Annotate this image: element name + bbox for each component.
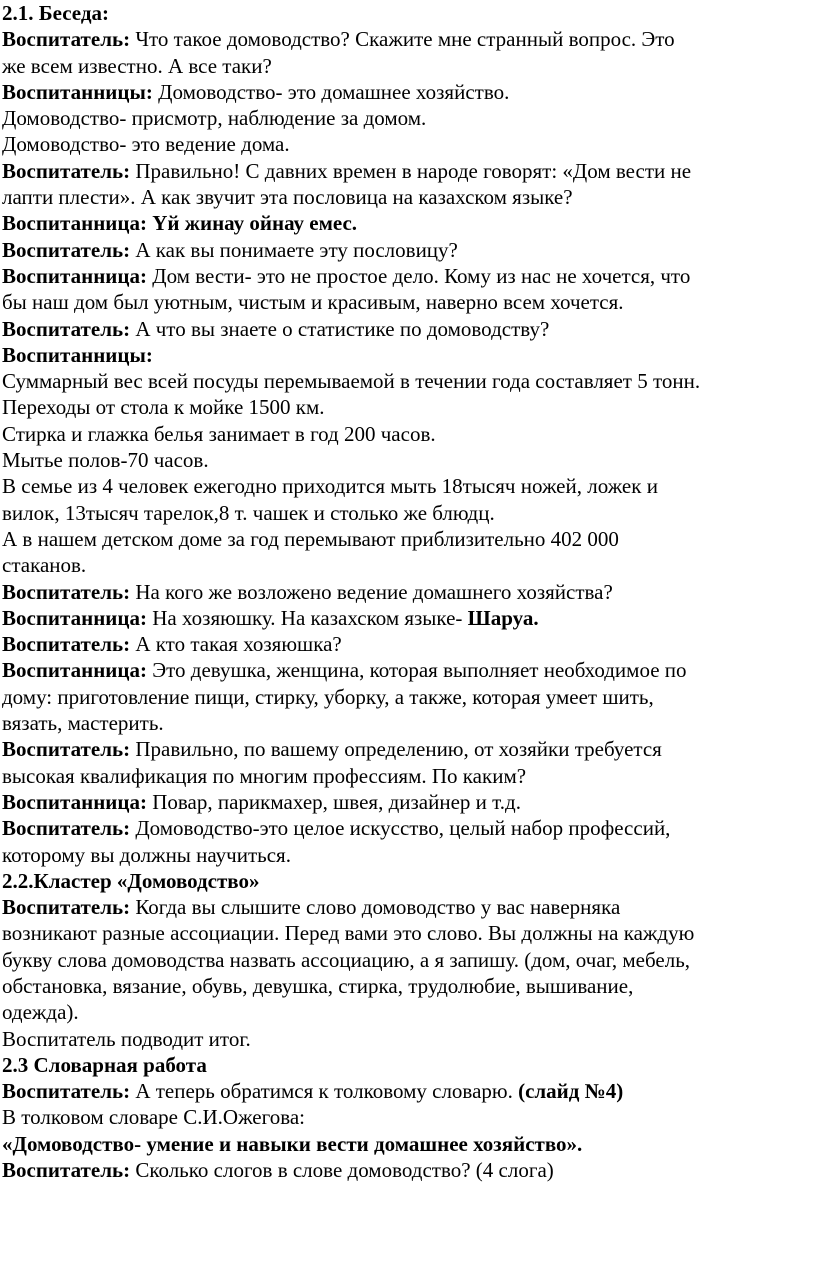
text-line	[2, 394, 812, 420]
text-line	[2, 657, 812, 683]
text-run: же всем известно. А все таки?	[2, 53, 272, 78]
text-line	[2, 815, 812, 841]
bold-run: Воспитатель:	[2, 158, 131, 183]
text-line	[2, 631, 812, 657]
text-line	[2, 552, 812, 578]
text-line	[2, 131, 812, 157]
bold-run: Воспитанница:	[2, 658, 147, 683]
text-run: букву слова домоводства назвать ассоциацию, а я запишу. (дом, очаг, мебель,	[2, 947, 691, 972]
text-run: вилок, 13тысяч тарелок,8 т. чашек и столько же блюдц.	[2, 500, 495, 525]
text-run: А теперь обратимся к толковому словарю.	[130, 1079, 519, 1104]
text-line	[2, 1026, 812, 1052]
text-line	[2, 1078, 812, 1104]
text-line	[2, 526, 812, 552]
text-line	[2, 0, 812, 26]
bold-run: Воспитатель:	[2, 632, 131, 657]
bold-run: Воспитанницы:	[2, 342, 153, 367]
bold-run: Воспитанница:	[2, 789, 147, 814]
text-line	[2, 342, 812, 368]
text-run: обстановка, вязание, обувь, девушка, стирка, трудолюбие, вышивание,	[2, 973, 634, 998]
bold-run: Воспитанница:	[2, 605, 147, 630]
text-run: В семье из 4 человек ежегодно приходится мыть 18тысяч ножей, ложек и	[2, 474, 658, 499]
text-run: одежда).	[2, 1000, 79, 1025]
text-run: Переходы от стола к мойке 1500 км.	[2, 395, 325, 420]
text-run: На хозяюшку. На казахском языке-	[147, 605, 468, 630]
text-line	[2, 1052, 812, 1078]
text-line	[2, 421, 812, 447]
text-run: высокая квалификация по многим профессиям. По каким?	[2, 763, 527, 788]
bold-run: Воспитатель:	[2, 737, 131, 762]
text-line	[2, 763, 812, 789]
text-line	[2, 316, 812, 342]
text-line	[2, 1104, 812, 1130]
bold-run: Воспитатель:	[2, 316, 131, 341]
text-line	[2, 947, 812, 973]
bold-run: Воспитатель:	[2, 579, 131, 604]
text-run: Повар, парикмахер, швея, дизайнер и т.д.	[147, 789, 521, 814]
text-line	[2, 184, 812, 210]
text-run: Суммарный вес всей посуды перемываемой в течении года составляет 5 тонн.	[2, 369, 701, 394]
text-run: дому: приготовление пищи, стирку, уборку, а также, которая умеет шить,	[2, 684, 654, 709]
text-run: А как вы понимаете эту пословицу?	[130, 237, 458, 262]
bold-run: Воспитатель:	[2, 1079, 131, 1104]
text-line	[2, 684, 812, 710]
text-run: Правильно, по вашему определению, от хозяйки требуется	[130, 737, 662, 762]
bold-run: Воспитатель:	[2, 895, 131, 920]
text-run: Сколько слогов в слове домоводство? (4 слога)	[130, 1158, 554, 1183]
text-run: Это девушка, женщина, которая выполняет необходимое по	[147, 658, 687, 683]
text-run: А в нашем детском доме за год перемывают приблизительно 402 000	[2, 526, 619, 551]
text-run: Мытье полов-70 часов.	[2, 448, 209, 473]
bold-run: 2.2.Кластер «Домоводство»	[2, 868, 260, 893]
text-line	[2, 263, 812, 289]
bold-run: Шаруа.	[467, 605, 539, 630]
text-run: которому вы должны научиться.	[2, 842, 291, 867]
text-run: бы наш дом был уютным, чистым и красивым, наверно всем хочется.	[2, 290, 624, 315]
text-line	[2, 210, 812, 236]
text-line	[2, 26, 812, 52]
text-run: Домоводство- присмотр, наблюдение за домом.	[2, 106, 427, 131]
text-run: Когда вы слышите слово домоводство у вас наверняка	[130, 895, 621, 920]
text-line	[2, 605, 812, 631]
text-run: Стирка и глажка белья занимает в год 200 часов.	[2, 421, 436, 446]
bold-run: Воспитатель:	[2, 816, 131, 841]
text-run: лапти плести». А как звучит эта пословица на казахском языке?	[2, 185, 573, 210]
bold-run: Воспитанница:	[2, 263, 147, 288]
bold-run: Воспитатель:	[2, 237, 131, 262]
text-line	[2, 158, 812, 184]
text-run: вязать, мастерить.	[2, 711, 164, 736]
text-run: Домоводство- это домашнее хозяйство.	[152, 79, 510, 104]
text-line	[2, 368, 812, 394]
text-line	[2, 894, 812, 920]
bold-run: (слайд №4)	[518, 1079, 624, 1104]
text-run: Воспитатель подводит итог.	[2, 1026, 251, 1051]
text-line	[2, 500, 812, 526]
text-run: Домоводство-это целое искусство, целый набор профессий,	[130, 816, 671, 841]
text-line	[2, 789, 812, 815]
bold-run: Воспитатель:	[2, 27, 131, 52]
text-line	[2, 710, 812, 736]
text-line	[2, 842, 812, 868]
text-line	[2, 920, 812, 946]
text-run: Дом вести- это не простое дело. Кому из нас не хочется, что	[147, 263, 691, 288]
text-line	[2, 1131, 812, 1157]
text-line	[2, 79, 812, 105]
text-run: Домоводство- это ведение дома.	[2, 132, 290, 157]
text-run: стаканов.	[2, 553, 87, 578]
bold-run: Воспитанница: Үй жинау ойнау емес.	[2, 211, 358, 236]
text-line	[2, 53, 812, 79]
text-run: В толковом словаре С.И.Ожегова:	[2, 1105, 306, 1130]
text-line	[2, 237, 812, 263]
text-line	[2, 736, 812, 762]
text-run: А кто такая хозяюшка?	[130, 632, 342, 657]
bold-run: «Домоводство- умение и навыки вести домашнее хозяйство».	[2, 1131, 583, 1156]
text-line	[2, 447, 812, 473]
text-line	[2, 579, 812, 605]
text-run: А что вы знаете о статистике по домоводству?	[130, 316, 550, 341]
bold-run: 2.3 Словарная работа	[2, 1052, 207, 1077]
text-line	[2, 1157, 812, 1183]
text-line	[2, 868, 812, 894]
text-run: возникают разные ассоциации. Перед вами это слово. Вы должны на каждую	[2, 921, 695, 946]
text-line	[2, 105, 812, 131]
text-run: Что такое домоводство? Скажите мне странный вопрос. Это	[130, 27, 675, 52]
text-line	[2, 289, 812, 315]
bold-run: Воспитатель:	[2, 1158, 131, 1183]
text-line	[2, 473, 812, 499]
text-run: На кого же возложено ведение домашнего хозяйства?	[130, 579, 613, 604]
text-line	[2, 973, 812, 999]
bold-run: Воспитанницы:	[2, 79, 153, 104]
text-line	[2, 999, 812, 1025]
text-run: Правильно! С давних времен в народе говорят: «Дом вести не	[130, 158, 692, 183]
bold-run: 2.1. Беседа:	[2, 1, 109, 25]
